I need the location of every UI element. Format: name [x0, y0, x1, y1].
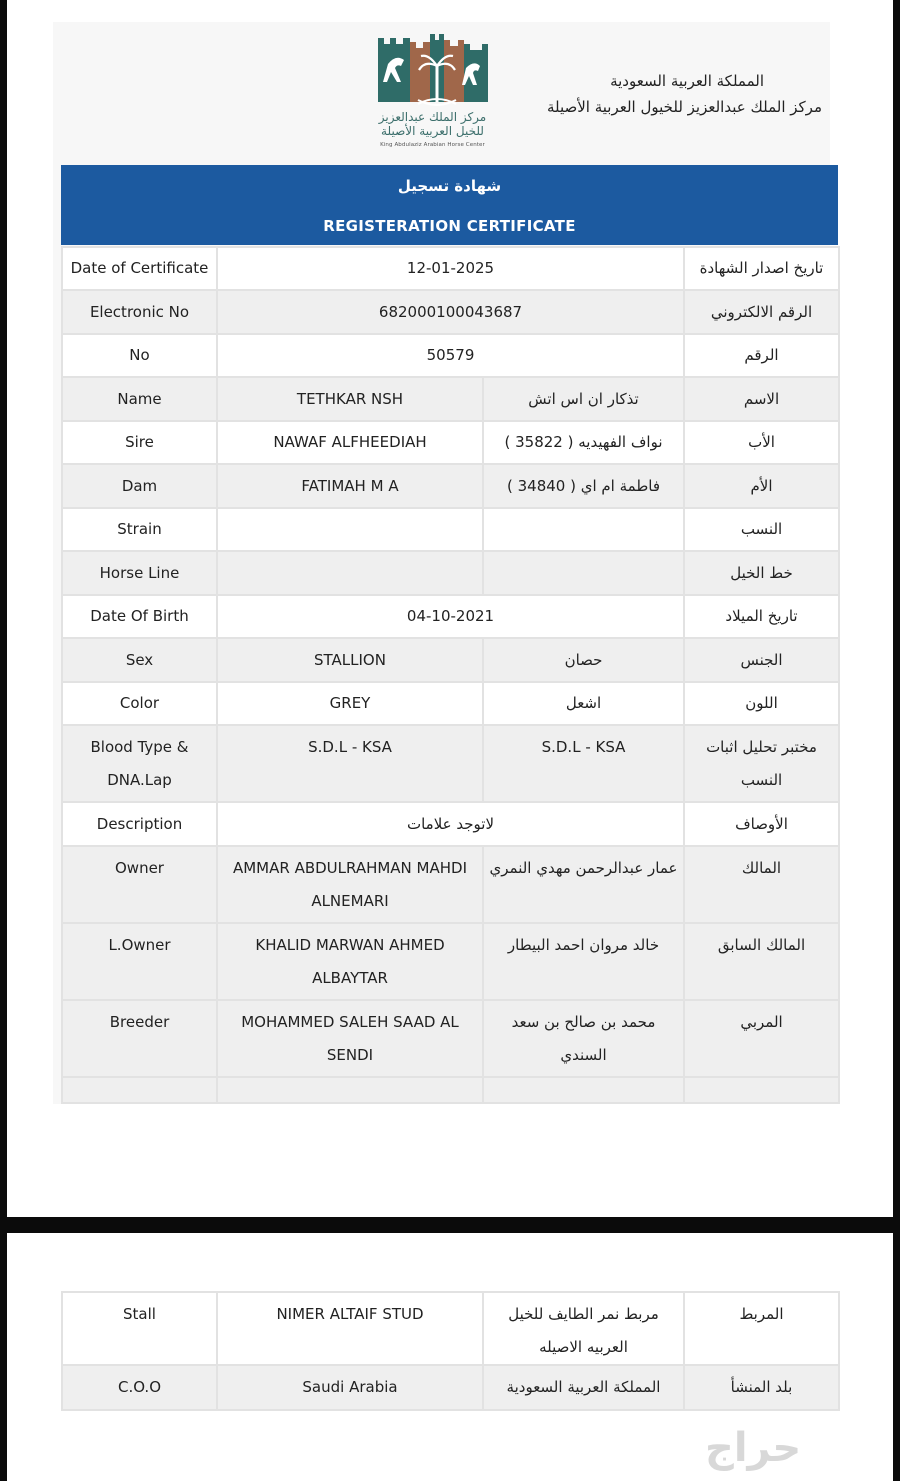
row-label-ar: المالك — [684, 846, 839, 923]
table-row — [62, 595, 839, 638]
haraj-watermark: حراج — [705, 1425, 802, 1471]
row-label-en: Owner — [62, 846, 217, 923]
row-label-en: Name — [62, 377, 217, 421]
row-label-ar: الرقم الالكتروني — [684, 290, 839, 334]
row-label-en: Blood Type & DNA.Lap — [62, 725, 217, 802]
row-value-en: FATIMAH M A — [217, 464, 483, 508]
empty-cell — [62, 1077, 217, 1103]
row-label-ar: الجنس — [684, 638, 839, 682]
empty-cell — [684, 1077, 839, 1103]
table-row — [62, 1077, 839, 1103]
table-row — [62, 638, 839, 682]
banner-title-english: REGISTERATION CERTIFICATE — [323, 217, 576, 235]
row-value: 682000100043687 — [217, 290, 684, 334]
empty-cell — [217, 1077, 483, 1103]
row-value-en: MOHAMMED SALEH SAAD AL SENDI — [217, 1000, 483, 1077]
row-value-en: GREY — [217, 682, 483, 725]
table-row — [62, 1292, 839, 1365]
row-label-ar: بلد المنشأ — [684, 1365, 839, 1410]
khac-logo — [370, 34, 495, 152]
row-label-ar: المالك السابق — [684, 923, 839, 1000]
row-value-ar: مربط نمر الطايف للخيل العربيه الاصيله — [483, 1292, 684, 1365]
table-row — [62, 464, 839, 508]
row-label-ar: المربي — [684, 1000, 839, 1077]
logo-arabic-line2: للخيل العربية الأصيلة — [381, 124, 484, 138]
row-value-en: AMMAR ABDULRAHMAN MAHDI ALNEMARI — [217, 846, 483, 923]
table-row — [62, 421, 839, 464]
banner-title-arabic: شهادة تسجيل — [397, 177, 502, 195]
row-label-en: Strain — [62, 508, 217, 551]
row-value-en: TETHKAR NSH — [217, 377, 483, 421]
row-value-ar — [483, 508, 684, 551]
row-value-en: S.D.L - KSA — [217, 725, 483, 802]
row-value: لاتوجد علامات — [217, 802, 684, 846]
table-row — [62, 725, 839, 802]
row-value: 12-01-2025 — [217, 247, 684, 290]
row-label-en: L.Owner — [62, 923, 217, 1000]
row-label-ar: الأب — [684, 421, 839, 464]
row-label-ar: النسب — [684, 508, 839, 551]
row-label-en: Date of Certificate — [62, 247, 217, 290]
row-label-en: No — [62, 334, 217, 377]
table-row — [62, 334, 839, 377]
horse-palm-emblem-icon — [370, 34, 495, 110]
row-value-ar: حصان — [483, 638, 684, 682]
table-row — [62, 377, 839, 421]
row-label-en: C.O.O — [62, 1365, 217, 1410]
row-label-en: Description — [62, 802, 217, 846]
certificate-table — [61, 246, 840, 1104]
table-row — [62, 923, 839, 1000]
row-value-ar: تذكار ان اس اتش — [483, 377, 684, 421]
table-row — [62, 846, 839, 923]
row-label-ar: تاريخ اصدار الشهادة — [684, 247, 839, 290]
row-label-en: Breeder — [62, 1000, 217, 1077]
row-value-ar: نواف الفهيديه ( 35822 ) — [483, 421, 684, 464]
table-row — [62, 1000, 839, 1077]
table-row — [62, 1365, 839, 1410]
row-label-en: Color — [62, 682, 217, 725]
certificate-table-page2 — [61, 1291, 840, 1411]
row-value: 04-10-2021 — [217, 595, 684, 638]
row-label-en: Dam — [62, 464, 217, 508]
row-label-ar: اللون — [684, 682, 839, 725]
row-label-en: Sex — [62, 638, 217, 682]
table-row — [62, 247, 839, 290]
row-label-en: Horse Line — [62, 551, 217, 595]
row-label-ar: الرقم — [684, 334, 839, 377]
logo-english: King Abdulaziz Arabian Horse Center — [380, 142, 485, 148]
table-row — [62, 290, 839, 334]
row-label-ar: المربط — [684, 1292, 839, 1365]
row-label-ar: خط الخيل — [684, 551, 839, 595]
row-value-en: NAWAF ALFHEEDIAH — [217, 421, 483, 464]
row-value-en: Saudi Arabia — [217, 1365, 483, 1410]
row-value: 50579 — [217, 334, 684, 377]
row-value-ar: عمار عبدالرحمن مهدي النمري — [483, 846, 684, 923]
row-value-en: KHALID MARWAN AHMED ALBAYTAR — [217, 923, 483, 1000]
row-value-ar: خالد مروان احمد البيطار — [483, 923, 684, 1000]
row-label-ar: مختبر تحليل اثبات النسب — [684, 725, 839, 802]
table-row — [62, 682, 839, 725]
row-value-ar: فاطمة ام اي ( 34840 ) — [483, 464, 684, 508]
table-row — [62, 802, 839, 846]
row-value-ar: محمد بن صالح بن سعد السندي — [483, 1000, 684, 1077]
row-value-en: NIMER ALTAIF STUD — [217, 1292, 483, 1365]
row-label-ar: الأم — [684, 464, 839, 508]
table-row — [62, 508, 839, 551]
row-label-en: Electronic No — [62, 290, 217, 334]
row-value-en — [217, 508, 483, 551]
row-label-ar: تاريخ الميلاد — [684, 595, 839, 638]
row-value-ar: المملكة العربية السعودية — [483, 1365, 684, 1410]
row-label-en: Date Of Birth — [62, 595, 217, 638]
center-title: مركز الملك عبدالعزيز للخيول العربية الأصيلة — [546, 98, 822, 116]
logo-arabic-line1: مركز الملك عبدالعزيز — [378, 110, 487, 124]
row-label-ar: الأوصاف — [684, 802, 839, 846]
certificate-banner — [61, 165, 838, 245]
row-label-en: Sire — [62, 421, 217, 464]
kingdom-title: المملكة العربية السعودية — [610, 72, 764, 90]
row-value-ar — [483, 551, 684, 595]
row-value-en — [217, 551, 483, 595]
empty-cell — [483, 1077, 684, 1103]
row-label-ar: الاسم — [684, 377, 839, 421]
row-label-en: Stall — [62, 1292, 217, 1365]
table-row — [62, 551, 839, 595]
row-value-en: STALLION — [217, 638, 483, 682]
row-value-ar: S.D.L - KSA — [483, 725, 684, 802]
row-value-ar: اشعل — [483, 682, 684, 725]
